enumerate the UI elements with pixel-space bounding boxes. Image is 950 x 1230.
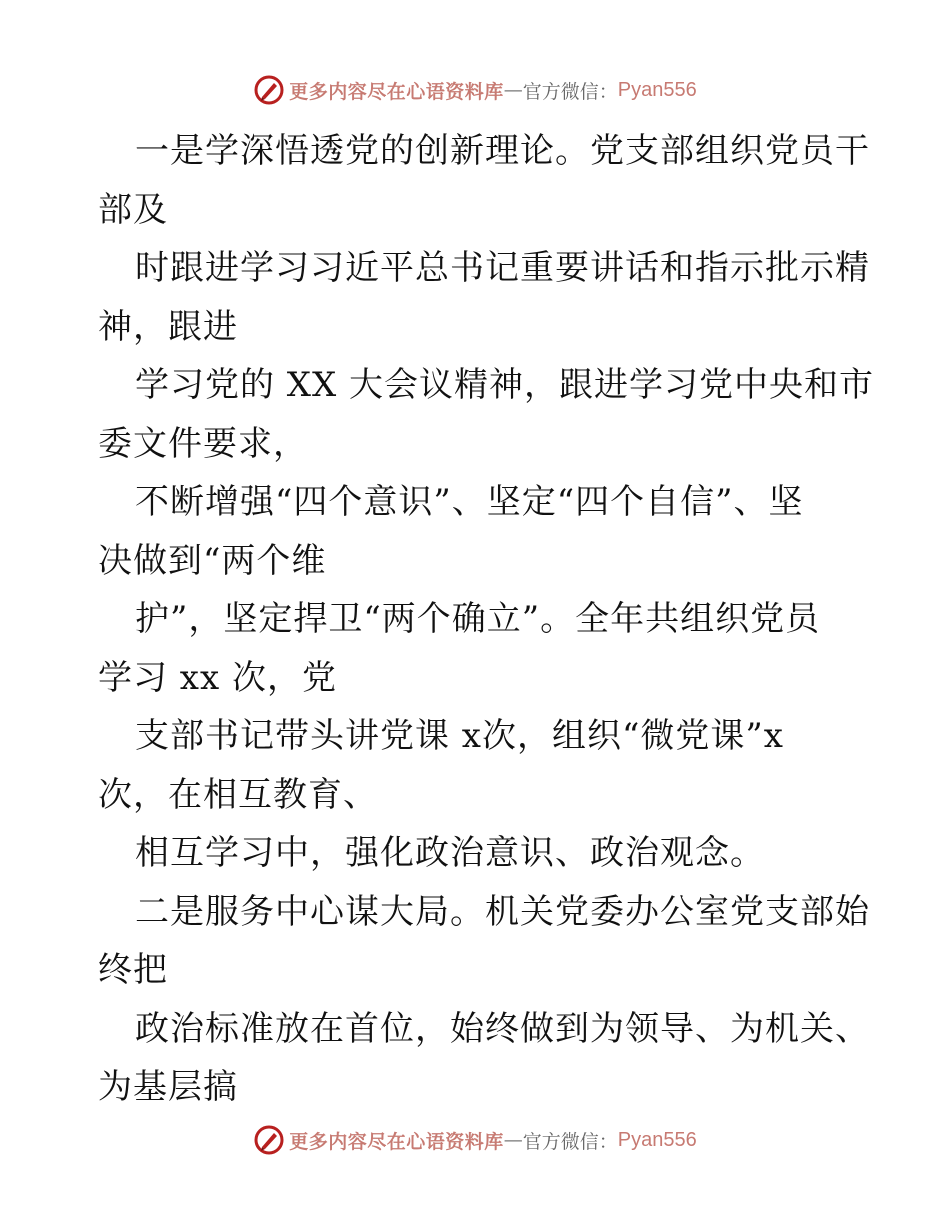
body-line: 不断增强“四个意识”、坚定“四个自信”、坚 [135, 482, 804, 522]
body-line: 决做到“两个维 [98, 540, 327, 581]
body-line: 护”，坚定捍卫“两个确立”。全年共组织党员 [135, 599, 821, 639]
body-line: 终把 [98, 950, 168, 990]
footer-banner [0, 1120, 950, 1160]
body-line: 委文件要求， [98, 423, 308, 464]
banner-wechat-id: Pyan556 [617, 78, 697, 101]
body-line: 次，在相互教育、 [98, 774, 378, 815]
body-line: 支部书记带头讲党课 x次，组织“微党课”x [135, 716, 784, 756]
body-line: 为基层搞 [98, 1067, 238, 1107]
banner-wechat-label: 官方微信： [522, 1130, 618, 1153]
document-body [98, 122, 875, 1117]
body-line: 神，跟进 [98, 306, 238, 347]
pen-circle-logo-icon [253, 74, 285, 106]
banner-separator: — [503, 1129, 523, 1151]
body-line: 一是学深悟透党的创新理论。党支部组织党员干 [135, 131, 870, 171]
banner-brand-text: 更多内容尽在心语资料库 [289, 1130, 504, 1153]
pen-circle-logo-icon [253, 1124, 285, 1156]
body-line: 政治标准放在首位，始终做到为领导、为机关、 [135, 1008, 870, 1049]
body-line: 相互学习中，强化政治意识、政治观念。 [135, 833, 765, 873]
body-line: 学习 xx 次，党 [98, 657, 337, 698]
banner-separator: — [503, 79, 523, 101]
banner-wechat-label: 官方微信： [522, 80, 618, 103]
banner-brand-text: 更多内容尽在心语资料库 [289, 80, 504, 103]
body-line: 二是服务中心谋大局。机关党委办公室党支部始 [135, 891, 870, 932]
body-line: 部及 [98, 189, 168, 230]
banner-wechat-id: Pyan556 [617, 1128, 697, 1151]
header-banner [0, 70, 950, 110]
body-line: 时跟进学习习近平总书记重要讲话和指示批示精 [135, 248, 870, 288]
body-line: 学习党的 XX 大会议精神，跟进学习党中央和市 [135, 365, 875, 405]
